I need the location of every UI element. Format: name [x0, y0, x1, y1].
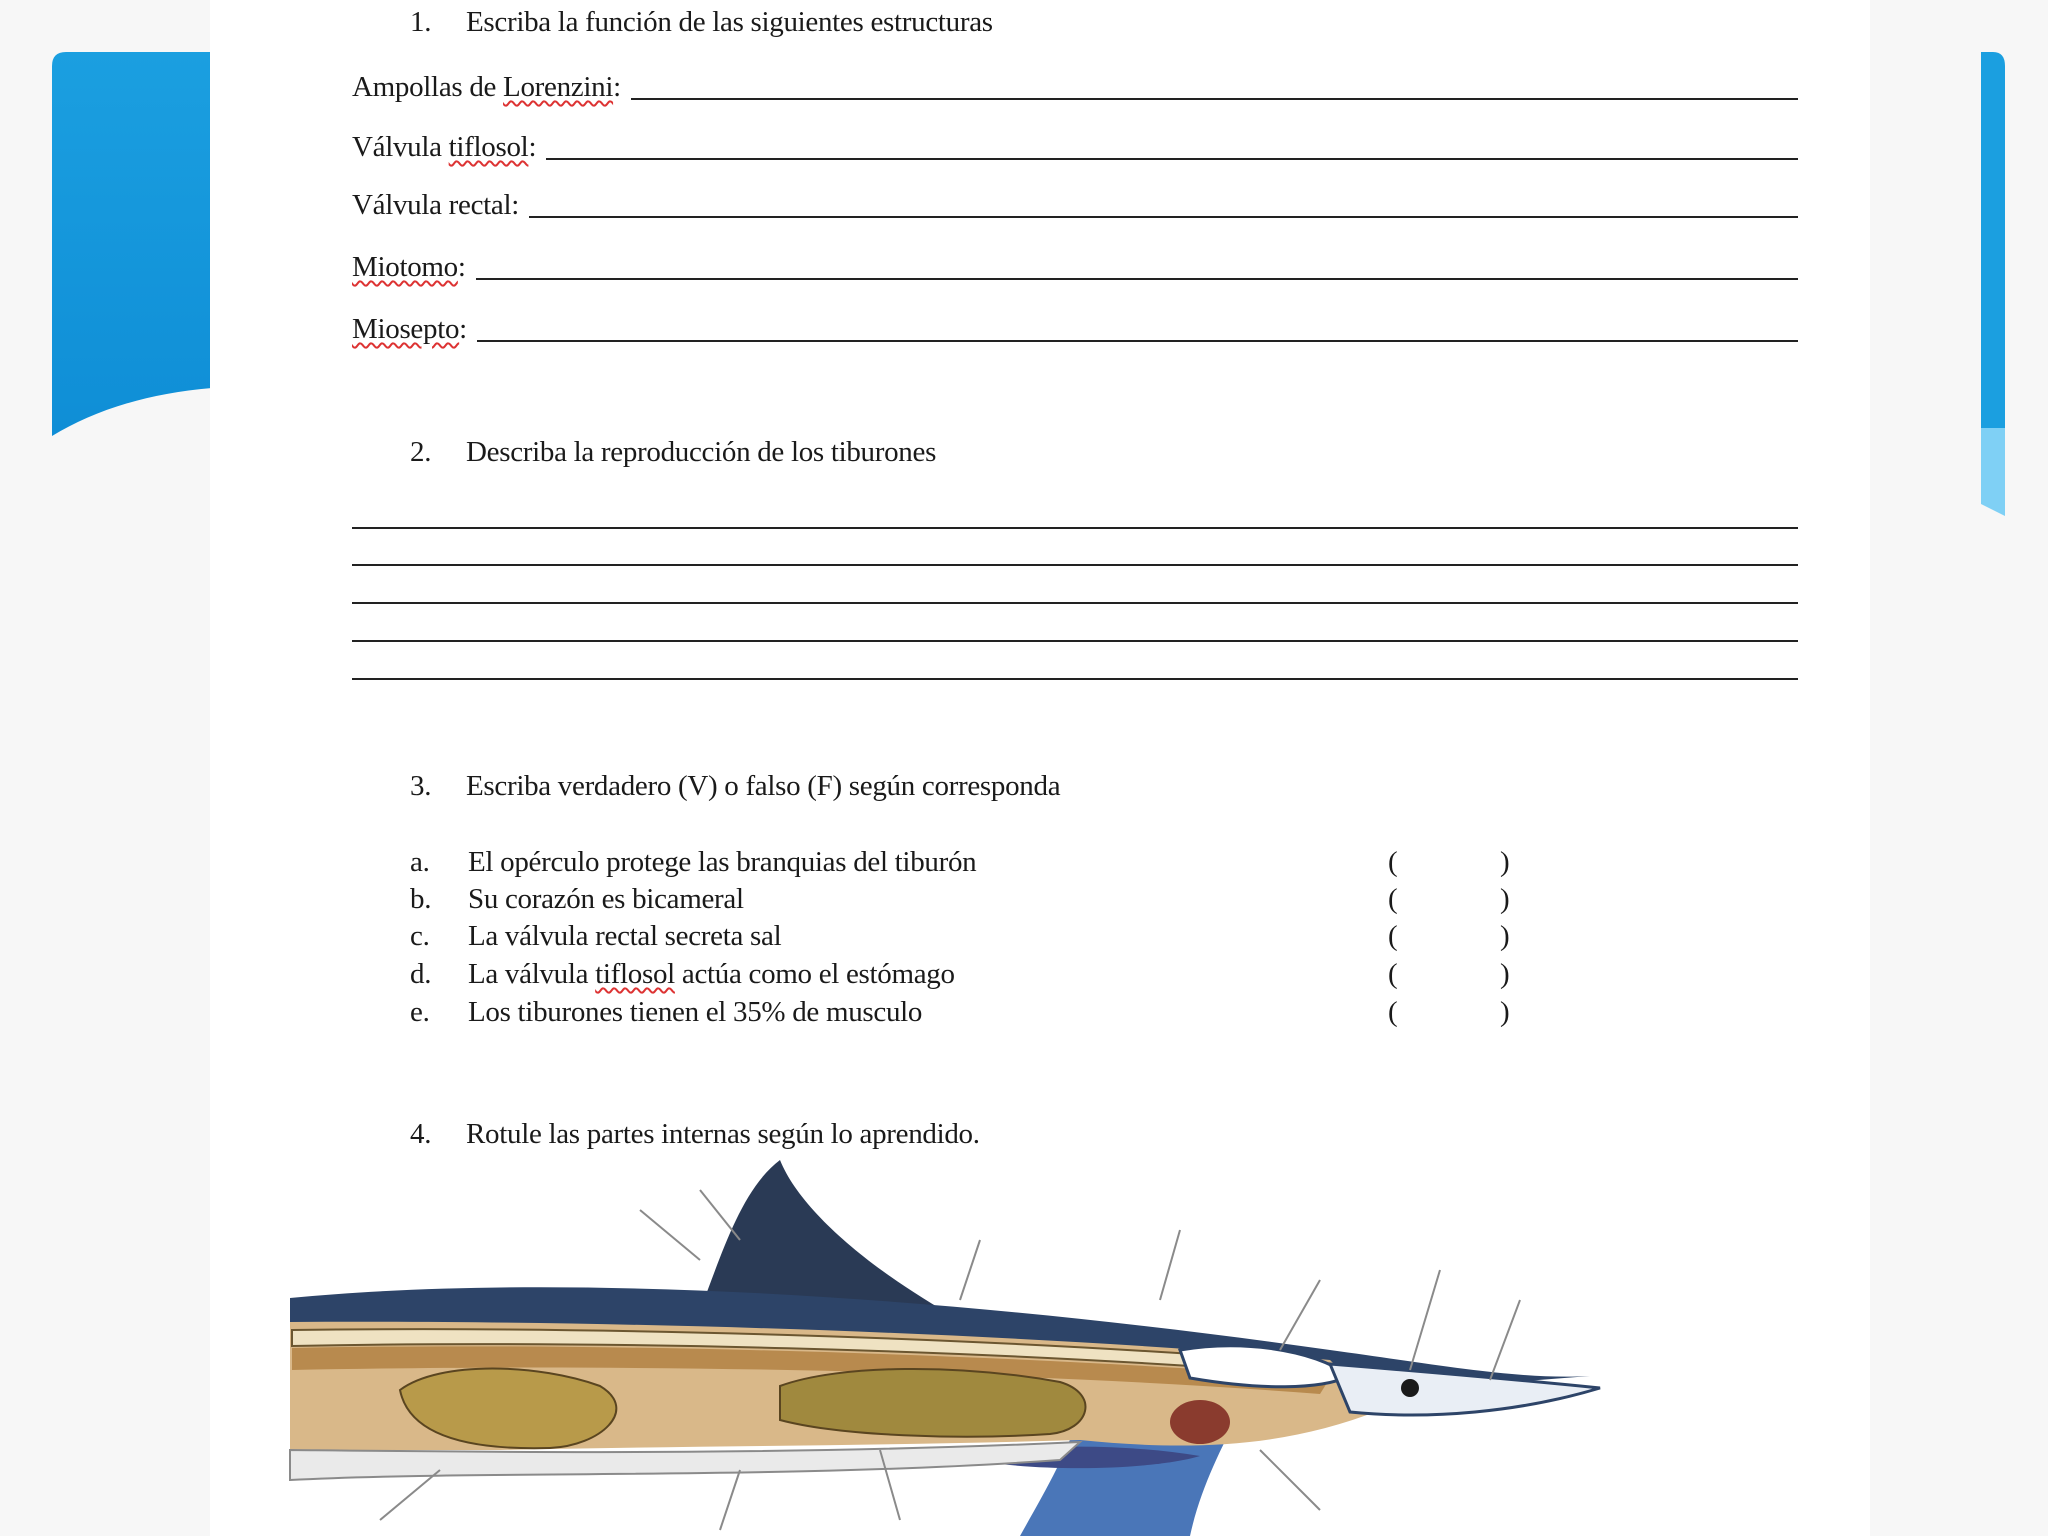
answer-blank[interactable] [631, 98, 1798, 100]
item-statement: Su corazón es bicameral [468, 883, 744, 915]
answer-paren-close: ) [1500, 883, 1510, 915]
field-label: Válvula tiflosol: [352, 131, 537, 163]
question-3-title: Escriba verdadero (V) o falso (F) según corresponda [466, 770, 1061, 802]
item-letter: c. [410, 920, 430, 952]
answer-paren-open[interactable]: ( [1388, 846, 1398, 878]
field-row [352, 244, 1798, 284]
item-statement: La válvula tiflosol actúa como el estómago [468, 958, 955, 990]
question-1-title: Escriba la función de las siguientes estructuras [466, 6, 993, 38]
item-statement: Los tiburones tienen el 35% de musculo [468, 996, 923, 1028]
field-row [352, 306, 1798, 346]
field-row [352, 182, 1798, 222]
eye [1401, 1379, 1419, 1397]
answer-paren-close: ) [1500, 846, 1510, 878]
answer-blank[interactable] [529, 216, 1798, 218]
answer-line[interactable] [352, 602, 1798, 604]
answer-blank[interactable] [476, 278, 1798, 280]
question-1-heading [410, 6, 993, 39]
field-label: Ampollas de Lorenzini: [352, 71, 621, 103]
question-2-heading [410, 436, 936, 469]
answer-paren-open[interactable]: ( [1388, 958, 1398, 990]
answer-paren-open[interactable]: ( [1388, 883, 1398, 915]
field-label: Miosepto: [352, 313, 467, 345]
stomach [780, 1369, 1085, 1437]
question-1-number: 1. [410, 6, 432, 38]
true-false-item [410, 883, 1510, 919]
answer-paren-close: ) [1500, 996, 1510, 1028]
answer-line[interactable] [352, 678, 1798, 680]
item-letter: d. [410, 958, 432, 990]
answer-line[interactable] [352, 564, 1798, 566]
true-false-item [410, 920, 1510, 956]
answer-blank[interactable] [546, 158, 1798, 160]
question-2-title: Describa la reproducción de los tiburones [466, 436, 937, 468]
true-false-item [410, 846, 1510, 882]
answer-paren-close: ) [1500, 958, 1510, 990]
true-false-item [410, 996, 1510, 1032]
heart [1170, 1400, 1230, 1444]
item-letter: a. [410, 846, 430, 878]
item-statement: El opérculo protege las branquias del tiburón [468, 846, 977, 878]
question-4-heading [410, 1118, 980, 1151]
field-label: Válvula rectal: [352, 189, 519, 221]
answer-line[interactable] [352, 527, 1798, 529]
field-label: Miotomo: [352, 251, 466, 283]
slide-corner-decoration-right [1981, 52, 2005, 516]
answer-blank[interactable] [477, 340, 1798, 342]
question-2-number: 2. [410, 436, 432, 468]
field-row [352, 124, 1798, 164]
question-4-number: 4. [410, 1118, 432, 1150]
answer-paren-open[interactable]: ( [1388, 920, 1398, 952]
shark-anatomy-illustration [80, 1150, 1620, 1536]
answer-paren-close: ) [1500, 920, 1510, 952]
answer-paren-open[interactable]: ( [1388, 996, 1398, 1028]
slide-corner-decoration-left [52, 52, 212, 436]
field-row [352, 64, 1798, 104]
question-3-heading [410, 770, 1060, 803]
true-false-item [410, 958, 1510, 994]
answer-line[interactable] [352, 640, 1798, 642]
item-statement: La válvula rectal secreta sal [468, 920, 782, 952]
item-letter: e. [410, 996, 430, 1028]
question-3-number: 3. [410, 770, 432, 802]
item-letter: b. [410, 883, 432, 915]
question-4-title: Rotule las partes internas según lo aprendido. [466, 1118, 980, 1150]
